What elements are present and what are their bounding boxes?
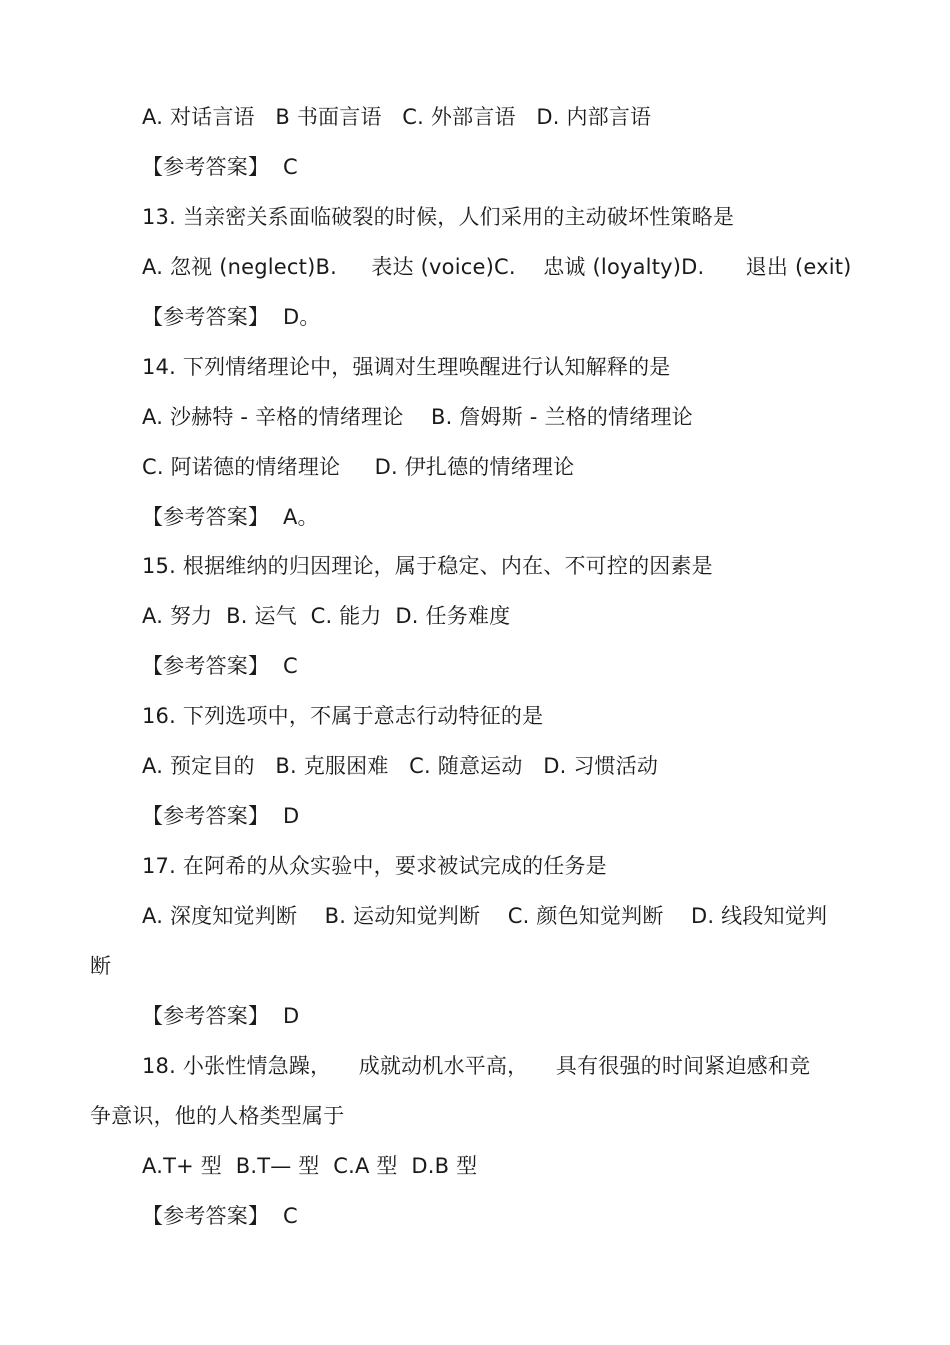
q14-options-ab: A. 沙赫特 - 辛格的情绪理论 B. 詹姆斯 - 兰格的情绪理论 <box>142 405 693 429</box>
q16-answer: 【参考答案】 D <box>142 804 300 828</box>
q16-question: 16. 下列选项中，不属于意志行动特征的是 <box>142 704 544 728</box>
q12-options: A. 对话言语 B 书面言语 C. 外部言语 D. 内部言语 <box>142 105 652 129</box>
q18-question: 18. 小张性情急躁， 成就动机水平高， 具有很强的时间紧迫感和竞 <box>142 1054 811 1078</box>
q13-answer: 【参考答案】 D。 <box>142 305 321 329</box>
q18-answer: 【参考答案】 C <box>142 1204 298 1228</box>
q17-question: 17. 在阿希的从众实验中，要求被试完成的任务是 <box>142 854 607 878</box>
q13-options: A. 忽视 (neglect)B. 表达 (voice)C. 忠诚 (loyalty)D. 退出 (exit) <box>142 255 852 279</box>
q16-options: A. 预定目的 B. 克服困难 C. 随意运动 D. 习惯活动 <box>142 754 659 778</box>
q14-options-cd: C. 阿诺德的情绪理论 D. 伊扎德的情绪理论 <box>142 455 575 479</box>
q17-options: A. 深度知觉判断 B. 运动知觉判断 C. 颜色知觉判断 D. 线段知觉判 <box>142 904 828 928</box>
q13-question: 13. 当亲密关系面临破裂的时候，人们采用的主动破坏性策略是 <box>142 205 735 229</box>
q14-answer: 【参考答案】 A。 <box>142 505 319 529</box>
q17-options-wrap: 断 <box>90 954 112 978</box>
q17-answer: 【参考答案】 D <box>142 1004 300 1028</box>
q15-answer: 【参考答案】 C <box>142 654 298 678</box>
q15-options: A. 努力 B. 运气 C. 能力 D. 任务难度 <box>142 604 511 628</box>
q12-answer: 【参考答案】 C <box>142 155 298 179</box>
q14-question: 14. 下列情绪理论中，强调对生理唤醒进行认知解释的是 <box>142 355 671 379</box>
q15-question: 15. 根据维纳的归因理论，属于稳定、内在、不可控的因素是 <box>142 554 713 578</box>
q18-options: A.T+ 型 B.T— 型 C.A 型 D.B 型 <box>142 1154 478 1178</box>
q18-question-wrap: 争意识，他的人格类型属于 <box>90 1104 345 1128</box>
